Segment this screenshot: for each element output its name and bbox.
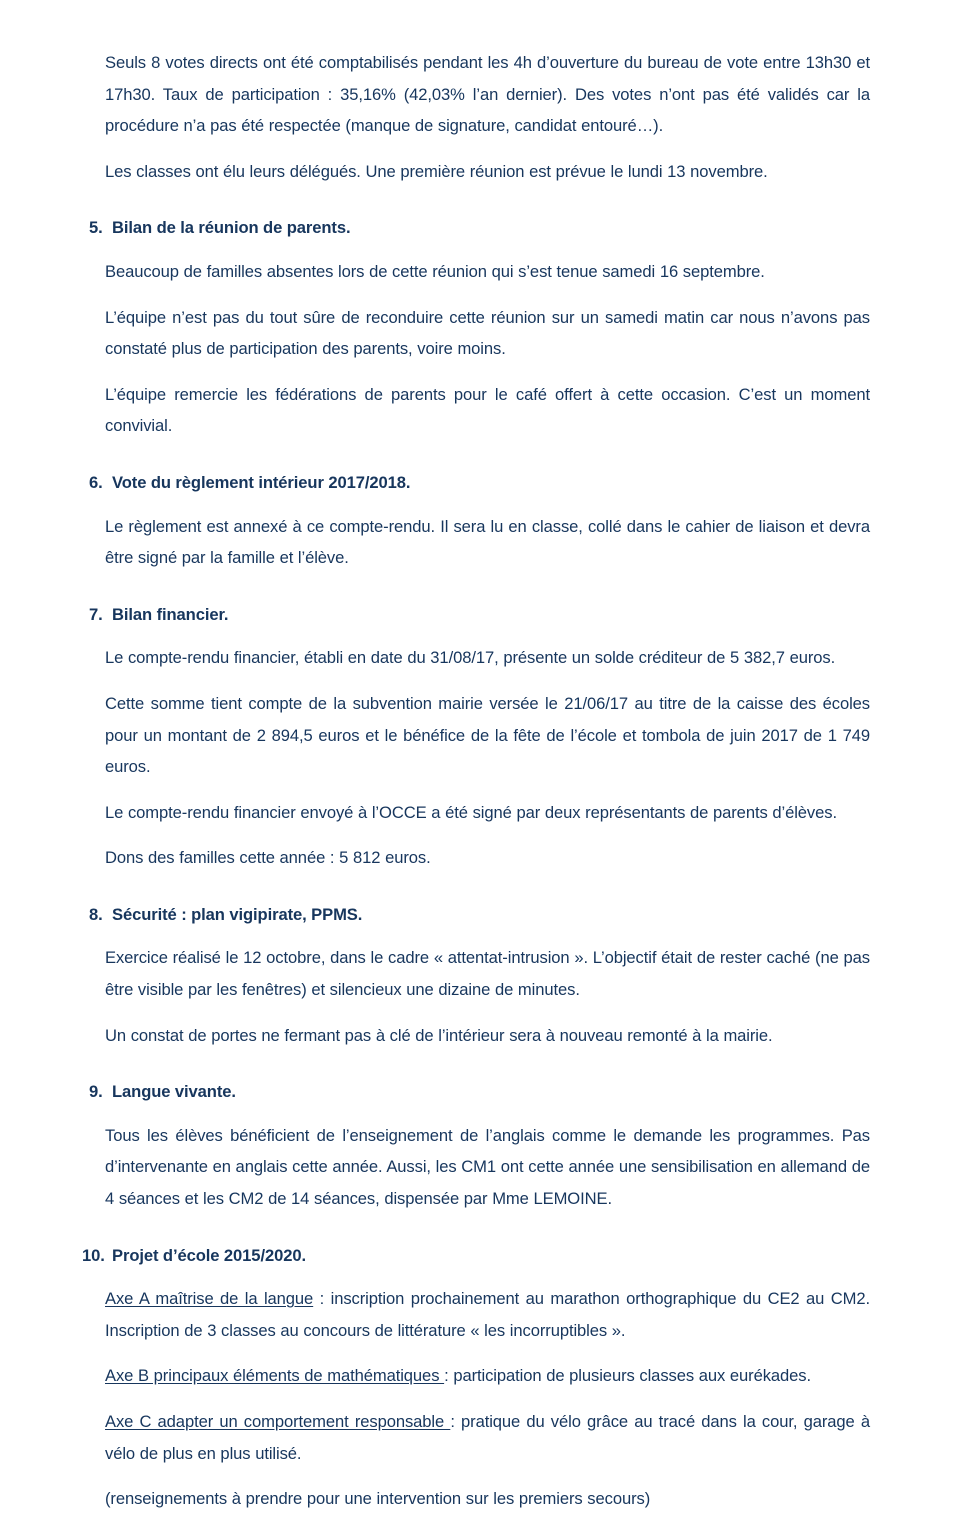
section-number-5: 5. bbox=[89, 218, 103, 238]
section-heading-7 bbox=[82, 599, 870, 631]
paragraph-5-3: L’équipe remercie les fédérations de parents pour le café offert à cette occasion. C’est un moment convivial. bbox=[105, 384, 870, 436]
axe-a-label: Axe A maîtrise de la langue bbox=[105, 1289, 314, 1309]
axe-b-label: Axe B principaux éléments de mathématiques bbox=[105, 1366, 445, 1386]
paragraph-delegates: Les classes ont élu leurs délégués. Une première réunion est prévue le lundi 13 novembre. bbox=[105, 161, 768, 181]
paragraph-7-1: Le compte-rendu financier, établi en date du 31/08/17, présente un solde créditeur de 5 382,7 euros. bbox=[105, 648, 836, 668]
paragraph-closing-note: (renseignements à prendre pour une intervention sur les premiers secours) bbox=[105, 1489, 651, 1509]
section-heading-10 bbox=[82, 1240, 870, 1272]
section-number-7: 7. bbox=[89, 604, 103, 624]
axe-a-text: : inscription prochainement au marathon orthographique du CE2 au CM2. Inscription de 3 classes au concours de littérature « les incorruptibles ». bbox=[105, 1289, 870, 1340]
paragraph-9-1: Tous les élèves bénéficient de l’enseignement de l’anglais comme le demande les programmes. Pas d’intervenante en anglais cette année. Aussi, les CM1 ont cette année une sensibilisation en allemand de 4 séances et les CM2 de 14 séances, dispensée par Mme LEMOINE. bbox=[105, 1125, 870, 1209]
axe-b-text: : participation de plusieurs classes aux eurékades. bbox=[444, 1366, 812, 1386]
paragraph-5-1: Beaucoup de familles absentes lors de cette réunion qui s’est tenue samedi 16 septembre. bbox=[105, 261, 765, 281]
paragraph-axe-a bbox=[105, 1283, 870, 1346]
section-number-6: 6. bbox=[89, 472, 103, 492]
section-number-10: 10. bbox=[82, 1245, 105, 1265]
paragraph-5-2: L’équipe n’est pas du tout sûre de reconduire cette réunion sur un samedi matin car nous n’avons pas constaté plus de participation des parents, voire moins. bbox=[105, 307, 870, 359]
document-body bbox=[82, 47, 870, 1515]
paragraph-votes-count: Seuls 8 votes directs ont été comptabilisés pendant les 4h d’ouverture du bureau de vote entre 13h30 et 17h30. Taux de participation : 35,16% (42,03% l’an dernier). Des votes n’ont pas été validés car la procédure n’a pas été respectée (manque de signature, candidat entouré…). bbox=[105, 53, 870, 136]
paragraph-8-1: Exercice réalisé le 12 octobre, dans le cadre « attentat-intrusion ». L’objectif était de rester caché (ne pas être visible par les fenêtres) et silencieux une dizaine de minutes. bbox=[105, 948, 870, 1000]
paragraph-8-2: Un constat de portes ne fermant pas à clé de l’intérieur sera à nouveau remonté à la mairie. bbox=[105, 1025, 773, 1045]
axe-c-text: : pratique du vélo grâce au tracé dans la cour, garage à vélo de plus en plus utilisé. bbox=[105, 1412, 870, 1463]
paragraph-7-2: Cette somme tient compte de la subvention mairie versée le 21/06/17 au titre de la caisse des écoles pour un montant de 2 894,5 euros et le bénéfice de la fête de l’école et tombola de juin 2017 de 1 749 euros. bbox=[105, 693, 870, 777]
paragraph-7-4: Dons des familles cette année : 5 812 euros. bbox=[105, 848, 431, 868]
section-title-5: Bilan de la réunion de parents. bbox=[112, 218, 351, 238]
section-heading-6 bbox=[82, 467, 870, 499]
section-number-9: 9. bbox=[89, 1082, 103, 1102]
paragraph-axe-b bbox=[105, 1360, 870, 1392]
section-title-8: Sécurité : plan vigipirate, PPMS. bbox=[112, 904, 363, 924]
section-title-6: Vote du règlement intérieur 2017/2018. bbox=[112, 472, 411, 492]
section-heading-5 bbox=[82, 212, 870, 244]
section-title-7: Bilan financier. bbox=[112, 604, 229, 624]
section-title-10: Projet d’école 2015/2020. bbox=[112, 1245, 306, 1265]
section-title-9: Langue vivante. bbox=[112, 1082, 236, 1102]
section-number-8: 8. bbox=[89, 904, 103, 924]
section-heading-9 bbox=[82, 1076, 870, 1108]
axe-c-label: Axe C adapter un comportement responsable bbox=[105, 1412, 451, 1431]
paragraph-7-3: Le compte-rendu financier envoyé à l’OCCE a été signé par deux représentants de parents d’élèves. bbox=[105, 802, 837, 822]
paragraph-axe-c bbox=[105, 1406, 870, 1469]
paragraph-6-1: Le règlement est annexé à ce compte-rendu. Il sera lu en classe, collé dans le cahier de liaison et devra être signé par la famille et l’élève. bbox=[105, 516, 870, 568]
section-heading-8 bbox=[82, 899, 870, 931]
